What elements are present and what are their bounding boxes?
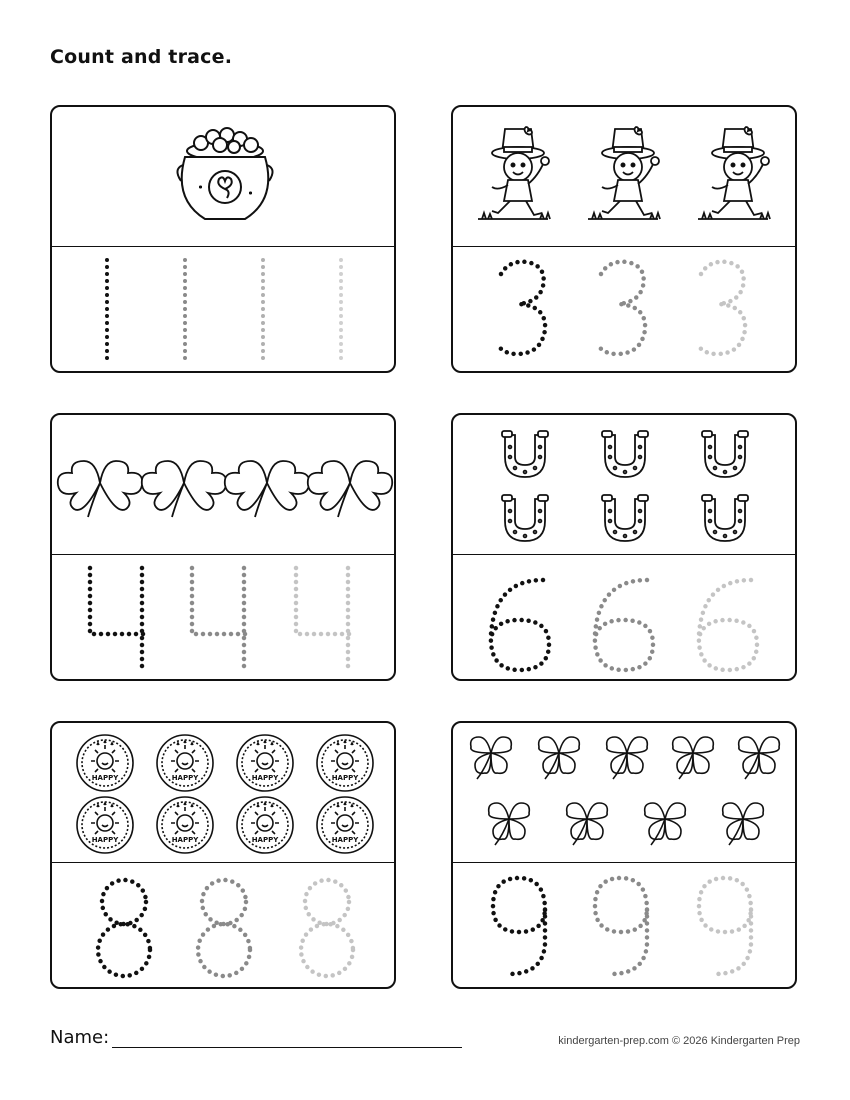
name-label: Name: [50, 1027, 110, 1048]
pot-of-gold-icon [177, 128, 272, 219]
shamrock-icon [225, 461, 309, 517]
picture-area: HAPPY [52, 723, 394, 862]
count-card-1 [50, 105, 396, 373]
trace-digit-8 [98, 880, 150, 976]
trace-area [453, 248, 795, 372]
count-card-9 [451, 721, 797, 989]
four-leaf-clover-icon [567, 803, 608, 845]
trace-digit-6 [491, 580, 549, 670]
gold-coin-icon [157, 735, 213, 791]
trace-digit-8 [301, 880, 353, 976]
trace-digit-8 [198, 880, 250, 976]
four-leaf-clover-icon [539, 737, 580, 779]
credit-text: kindergarten-prep.com © 2026 Kindergarten Prep [558, 1035, 800, 1047]
leprechaun-icon [478, 127, 550, 219]
gold-coin-icon [77, 797, 133, 853]
trace-digit-3 [597, 262, 645, 354]
four-leaf-clover-icon [723, 803, 764, 845]
four-leaf-clover-icon [471, 737, 512, 779]
trace-area [453, 556, 795, 680]
picture-area [52, 107, 394, 246]
picture-area [52, 415, 394, 554]
gold-coin-icon [157, 797, 213, 853]
name-line [112, 1047, 462, 1048]
picture-area [453, 107, 795, 246]
leprechaun-icon [588, 127, 660, 219]
horseshoe-icon [702, 495, 748, 541]
gold-coin-icon [237, 735, 293, 791]
picture-area [453, 723, 795, 862]
worksheet-title: Count and trace. [50, 46, 233, 68]
trace-area [52, 556, 394, 680]
count-card-8 [38, 721, 396, 989]
trace-area [52, 864, 394, 988]
trace-digit-3 [697, 262, 745, 354]
card-divider [52, 246, 394, 247]
trace-area [52, 248, 394, 372]
gold-coin-icon [237, 797, 293, 853]
count-card-6 [451, 413, 797, 681]
trace-area [453, 864, 795, 988]
picture-area [453, 415, 795, 554]
card-divider [453, 554, 795, 555]
card-divider [453, 862, 795, 863]
horseshoe-icon [702, 431, 748, 477]
four-leaf-clover-icon [489, 803, 530, 845]
trace-digit-9 [699, 878, 751, 974]
trace-digit-9 [493, 878, 545, 974]
horseshoe-icon [502, 431, 548, 477]
horseshoe-icon [602, 495, 648, 541]
gold-coin-icon [77, 735, 133, 791]
trace-digit-4 [296, 568, 354, 672]
four-leaf-clover-icon [607, 737, 648, 779]
count-card-3 [451, 105, 797, 373]
four-leaf-clover-icon [645, 803, 686, 845]
count-card-4 [50, 413, 396, 681]
card-divider [52, 554, 394, 555]
gold-coin-icon [317, 797, 373, 853]
horseshoe-icon [502, 495, 548, 541]
four-leaf-clover-icon [739, 737, 780, 779]
shamrock-icon [142, 461, 226, 517]
gold-coin-icon [317, 735, 373, 791]
trace-digit-6 [595, 580, 653, 670]
trace-digit-4 [192, 568, 250, 672]
four-leaf-clover-icon [673, 737, 714, 779]
shamrock-icon [308, 461, 392, 517]
trace-digit-4 [90, 568, 148, 672]
card-divider [453, 246, 795, 247]
trace-digit-3 [497, 262, 545, 354]
trace-digit-6 [699, 580, 757, 670]
leprechaun-icon [698, 127, 770, 219]
horseshoe-icon [602, 431, 648, 477]
card-divider [52, 862, 394, 863]
shamrock-icon [58, 461, 142, 517]
trace-digit-9 [595, 878, 647, 974]
